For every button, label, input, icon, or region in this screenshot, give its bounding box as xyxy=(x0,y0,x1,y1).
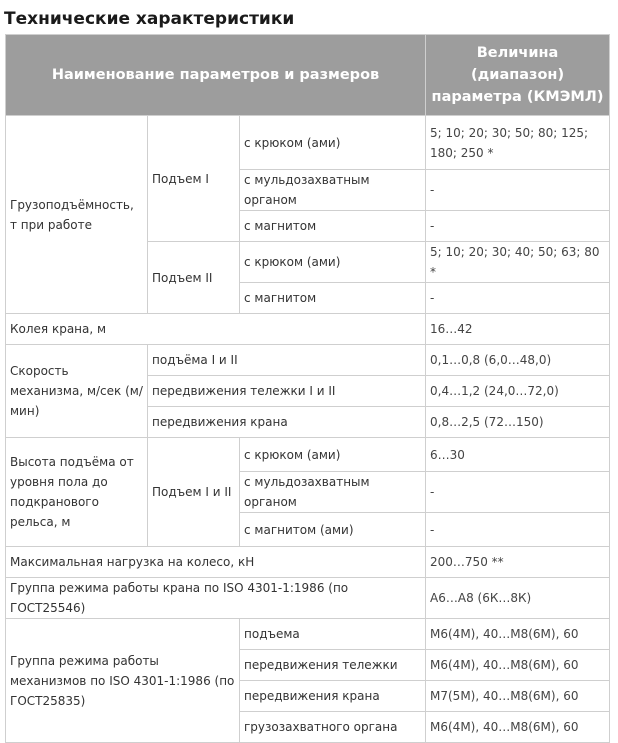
cell-speed-trolley: передвижения тележки I и II xyxy=(148,376,426,407)
header-value: Величина (диапазон) параметра (КМЭМЛ) xyxy=(426,35,610,116)
value-gauge: 16…42 xyxy=(426,314,610,345)
cell-speed-lift: подъёма I и II xyxy=(148,345,426,376)
value-dash: - xyxy=(426,513,610,547)
value-mg-lift: М6(4М), 40…М8(6М), 60 xyxy=(426,619,610,650)
row-label-height: Высота подъёма от уровня пола до подкранового рельса, м xyxy=(6,438,148,547)
cell-hook: с крюком (ами) xyxy=(240,242,426,283)
row-label-crane-group: Группа режима работы крана по ISO 4301-1:1986 (по ГОСТ25546) xyxy=(6,578,426,619)
sub-label-lift12: Подъем I и II xyxy=(148,438,240,547)
table-row xyxy=(6,438,610,472)
value-dash: - xyxy=(426,211,610,242)
row-label-wheel-load: Максимальная нагрузка на колесо, кН xyxy=(6,547,426,578)
cell-speed-crane: передвижения крана xyxy=(148,407,426,438)
value-dash: - xyxy=(426,283,610,314)
specs-table xyxy=(5,34,610,743)
cell-multi-grab: с мульдозахватным органом xyxy=(240,472,426,513)
row-label-lifting-capacity: Грузоподъёмность, т при работе xyxy=(6,116,148,314)
table-row xyxy=(6,314,610,345)
value-mg-crane: М7(5М), 40…М8(6М), 60 xyxy=(426,681,610,712)
value-height-hook: 6…30 xyxy=(426,438,610,472)
value-dash: - xyxy=(426,170,610,211)
value-crane-group: А6…А8 (6К…8К) xyxy=(426,578,610,619)
header-params: Наименование параметров и размеров xyxy=(6,35,426,116)
cell-magnet-ami: с магнитом (ами) xyxy=(240,513,426,547)
sub-label-lift2: Подъем II xyxy=(148,242,240,314)
sub-label-lift1: Подъем I xyxy=(148,116,240,242)
value-speed-trolley: 0,4…1,2 (24,0…72,0) xyxy=(426,376,610,407)
table-row xyxy=(6,345,610,376)
cell-mg-grab: грузозахватного органа xyxy=(240,712,426,743)
cell-mg-crane: передвижения крана xyxy=(240,681,426,712)
table-row xyxy=(6,116,610,170)
row-label-gauge: Колея крана, м xyxy=(6,314,426,345)
cell-hook: с крюком (ами) xyxy=(240,438,426,472)
table-row xyxy=(6,547,610,578)
cell-multi-grab: с мульдозахватным органом xyxy=(240,170,426,211)
cell-magnet: с магнитом xyxy=(240,283,426,314)
value-mg-grab: М6(4М), 40…М8(6М), 60 xyxy=(426,712,610,743)
value-dash: - xyxy=(426,472,610,513)
table-header-row xyxy=(6,35,610,116)
table-row xyxy=(6,578,610,619)
value-mg-trolley: М6(4М), 40…М8(6М), 60 xyxy=(426,650,610,681)
table-row xyxy=(6,619,610,650)
value-wheel-load: 200…750 ** xyxy=(426,547,610,578)
cell-magnet: с магнитом xyxy=(240,211,426,242)
cell-mg-lift: подъема xyxy=(240,619,426,650)
cell-mg-trolley: передвижения тележки xyxy=(240,650,426,681)
value-hook-lift1: 5; 10; 20; 30; 50; 80; 125; 180; 250 * xyxy=(426,116,610,170)
page-title: Технические характеристики xyxy=(4,9,295,29)
row-label-mech-group: Группа режима работы механизмов по ISO 4301-1:1986 (по ГОСТ25835) xyxy=(6,619,240,743)
value-hook-lift2: 5; 10; 20; 30; 40; 50; 63; 80 * xyxy=(426,242,610,283)
row-label-speed: Скорость механизма, м/сек (м/мин) xyxy=(6,345,148,438)
value-speed-crane: 0,8…2,5 (72…150) xyxy=(426,407,610,438)
cell-hook: с крюком (ами) xyxy=(240,116,426,170)
value-speed-lift: 0,1…0,8 (6,0…48,0) xyxy=(426,345,610,376)
